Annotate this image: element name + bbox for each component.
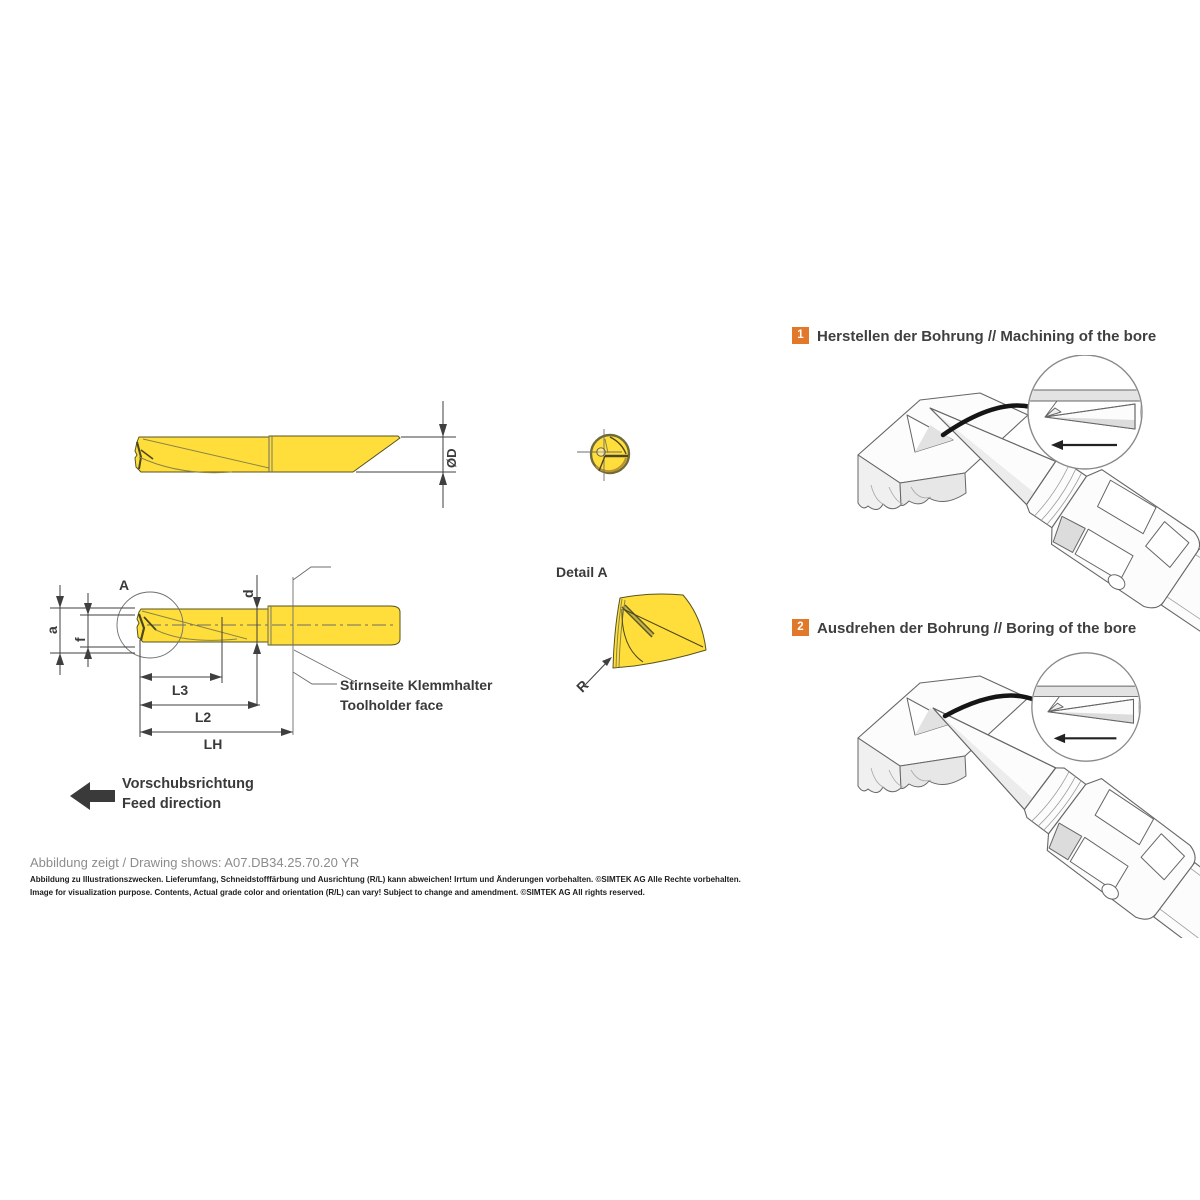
- dim-radius-label: R: [573, 676, 592, 696]
- detail-a-title: Detail A: [556, 564, 608, 580]
- feed-direction-label-en: Feed direction: [122, 796, 222, 812]
- detail-a-view: [585, 594, 706, 685]
- machining-illustration: [845, 355, 1200, 655]
- disclaimer-en: Image for visualization purpose. Contents, Actual grade color and orientation (R/L) can vary! Subject to change and amendment. ©SIMTEK AG All rights reserved.: [30, 888, 645, 897]
- step-1-badge: 1: [792, 327, 809, 344]
- drill-side-view-figure: [110, 395, 465, 520]
- dim-l3-label: L3: [171, 682, 189, 698]
- drill-side-view: [135, 401, 456, 508]
- drill-end-view-figure: [575, 425, 655, 487]
- dim-diameter-label: ØD: [444, 448, 459, 468]
- drawing-shows-text: Abbildung zeigt / Drawing shows: A07.DB34.25.70.20 YR: [30, 855, 360, 870]
- step-1-label: Herstellen der Bohrung // Machining of the bore: [817, 328, 1157, 345]
- dim-lh-label: LH: [203, 736, 223, 752]
- magnifier-detail: [1031, 653, 1141, 761]
- boring-illustration: [845, 648, 1200, 938]
- magnifier-detail: [1027, 355, 1143, 469]
- feed-direction-label-de: Vorschubsrichtung: [122, 776, 254, 792]
- drill-dimension-figure: [35, 555, 535, 770]
- dim-l2-label: L2: [194, 709, 212, 725]
- feed-direction-arrow-icon: [66, 779, 118, 813]
- drill-end-view: [577, 429, 629, 481]
- dim-f-label: f: [72, 637, 88, 642]
- dim-d-label: d: [240, 589, 256, 598]
- step-2-badge: 2: [792, 619, 809, 636]
- disclaimer-de: Abbildung zu Illustrationszwecken. Lieferumfang, Schneidstofffärbung und Ausrichtung (R/L) kann abweichen! Irrtum und Änderungen vorbehalten. ©SIMTEK AG Alle Rechte vorbehalten.: [30, 875, 741, 884]
- detail-ref-label: A: [119, 577, 130, 593]
- step-2-label: Ausdrehen der Bohrung // Boring of the bore: [817, 620, 1137, 637]
- toolholder-face-label-de: Stirnseite Klemmhalter: [340, 677, 493, 693]
- toolholder-face-label-en: Toolholder face: [340, 697, 444, 713]
- dim-a-label: a: [44, 626, 60, 634]
